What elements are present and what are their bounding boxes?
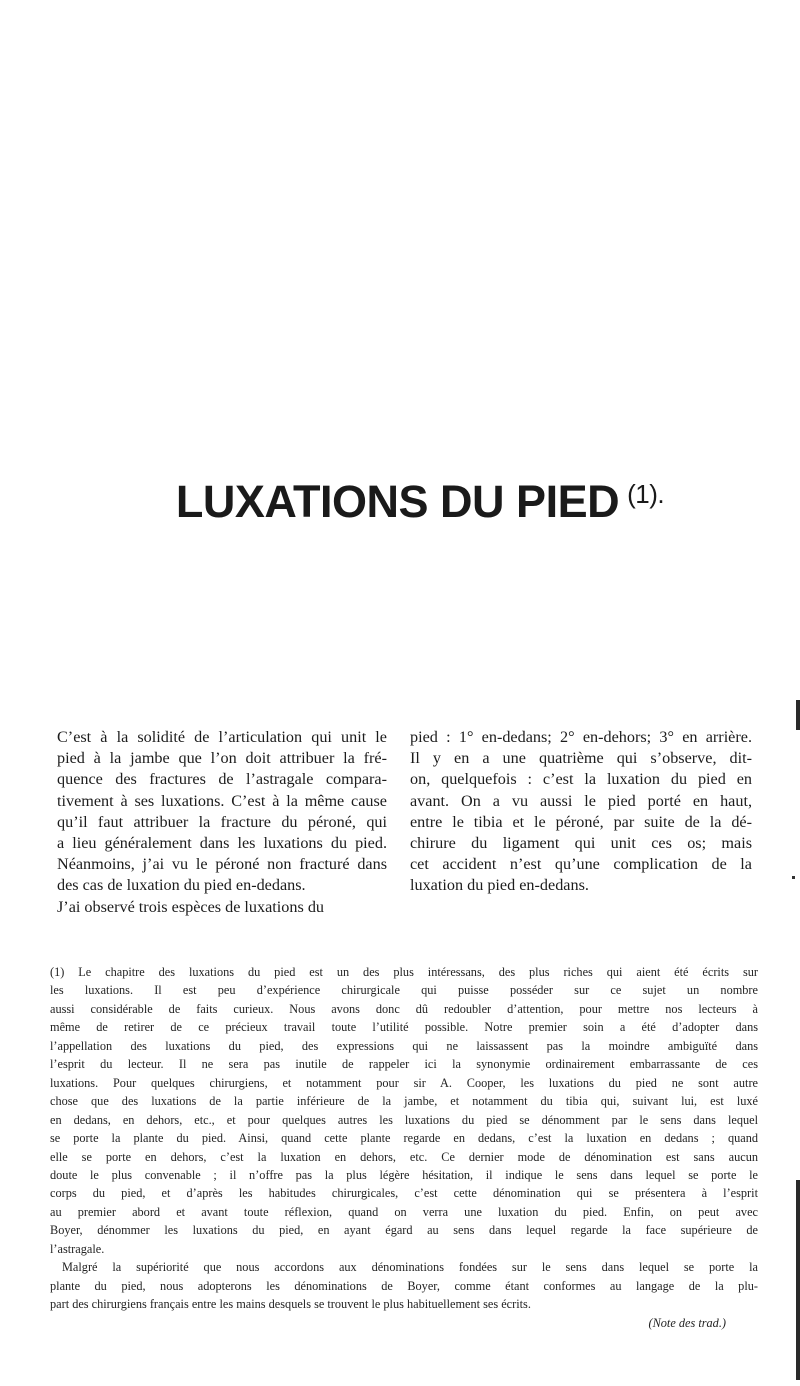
page-edge-mark bbox=[796, 700, 800, 730]
body-line: Il y en a une quatrième qui s’observe, dit- bbox=[410, 749, 752, 768]
body-left-column bbox=[57, 727, 387, 918]
footnote-line: (1) Le chapitre des luxations du pied est un des plus intéressans, des plus riches qui aient été écrits sur bbox=[50, 965, 758, 979]
footnote-line: l’appellation des luxations du pied, des expressions qui ne laissassent pas la moindre ambiguïté dans bbox=[50, 1038, 758, 1053]
title-text: LUXATIONS DU PIED bbox=[175, 476, 620, 527]
footnote-line: se porte la plante du pied. Ainsi, quand cette plante regarde en dedans, c’est la luxation en dedans ; quand bbox=[50, 1131, 758, 1146]
body-line: chirure du ligament qui unit ces os; mais bbox=[410, 834, 752, 853]
footnote-line: doute le plus convenable ; il n’offre pas la plus légère hésitation, il indique le sens dans lequel se porte le bbox=[50, 1167, 758, 1182]
footnote-line: corps du pied, et d’après les habitudes chirurgicales, c’est cette dénomination qui se présentera à l’esprit bbox=[50, 1186, 758, 1201]
body-line: C’est à la solidité de l’articulation qui unit le bbox=[57, 728, 387, 746]
body-line: luxation du pied en-dedans. bbox=[410, 876, 589, 895]
margin-dot bbox=[792, 876, 795, 879]
body-line: entre le tibia et le péroné, par suite de la dé- bbox=[410, 812, 752, 831]
footnote-line: en dedans, en dehors, etc., et pour quelques autres les luxations du pied se dénomment par le sens dans lequel bbox=[50, 1112, 758, 1127]
footnote-line: les luxations. Il est peu d’expérience chirurgicale qui puisse posséder sur ce sujet un nombre bbox=[50, 983, 758, 998]
body-line: quence des fractures de l’astragale compara- bbox=[57, 770, 387, 789]
body-line: pied : 1° en-dedans; 2° en-dehors; 3° en arrière. bbox=[410, 728, 752, 746]
page-edge-mark bbox=[796, 1180, 800, 1380]
footnote bbox=[50, 963, 758, 1332]
footnote-line: plante du pied, nous adopterons les dénominations de Boyer, comme étant conformes au langage de la plu- bbox=[50, 1278, 758, 1293]
body-line: pied à la jambe que l’on doit attribuer la fré- bbox=[57, 749, 387, 768]
footnote-line: même de retirer de ce précieux travail toute l’utilité possible. Notre premier soin a été d’adopter dans bbox=[50, 1020, 758, 1035]
body-line: tivement à ses luxations. C’est à la même cause bbox=[57, 791, 387, 810]
body-line: J’ai observé trois espèces de luxations du bbox=[57, 897, 325, 916]
footnote-line: l’astragale. bbox=[50, 1241, 105, 1256]
footnote-line: aussi considérable de faits curieux. Nous avons donc dû redoubler d’attention, pour mettre nos lecteurs à bbox=[50, 1001, 758, 1016]
body-line: a lieu généralement dans les luxations du pied. bbox=[57, 834, 387, 853]
footnote-signature: (Note des trad.) bbox=[648, 1315, 726, 1330]
page-title bbox=[60, 476, 780, 528]
body-line: cet accident n’est qu’une complication de la bbox=[410, 855, 752, 874]
footnote-line: chose que des luxations de la partie inférieure de la jambe, et notamment du tibia qui, suivant lui, est luxé bbox=[50, 1094, 758, 1109]
footnote-line: Malgré la supériorité que nous accordons aux dénominations fondées sur le sens dans lequel se porte la bbox=[62, 1260, 758, 1275]
footnote-line: l’esprit du lecteur. Il ne sera pas inutile de rappeler ici la synonymie ordinairement embarrassante de ces bbox=[50, 1057, 758, 1072]
footnote-line: Boyer, dénommer les luxations du pied, en ayant égard au sens dans lequel regarde la face supérieure de bbox=[50, 1223, 758, 1238]
footnote-line: au premier abord et avant toute réflexion, quand on verra une luxation du pied. Enfin, on peut avec bbox=[50, 1204, 758, 1219]
footnote-line: part des chirurgiens français entre les mains desquels se trouvent le plus habituellement ses écrits. bbox=[50, 1297, 531, 1312]
body-line: des cas de luxation du pied en-dedans. bbox=[57, 876, 306, 895]
body-right-column bbox=[410, 727, 752, 897]
footnote-line: luxations. Pour quelques chirurgiens, et notamment pour sir A. Cooper, les luxations du pied ne sont autre bbox=[50, 1075, 758, 1090]
body-line: Néanmoins, j’ai vu le péroné non fracturé dans bbox=[57, 855, 387, 874]
body-line: qu’il faut attribuer la fracture du péroné, qui bbox=[57, 812, 387, 831]
title-footnote-mark: (1). bbox=[627, 479, 665, 509]
footnote-line: elle se porte en dehors, c’est la luxation en dehors, etc. Ce dernier mode de dénomination est sans aucun bbox=[50, 1149, 758, 1164]
body-line: avant. On a vu aussi le pied porté en haut, bbox=[410, 791, 752, 810]
body-line: on, quelquefois : c’est la luxation du pied en bbox=[410, 770, 752, 789]
